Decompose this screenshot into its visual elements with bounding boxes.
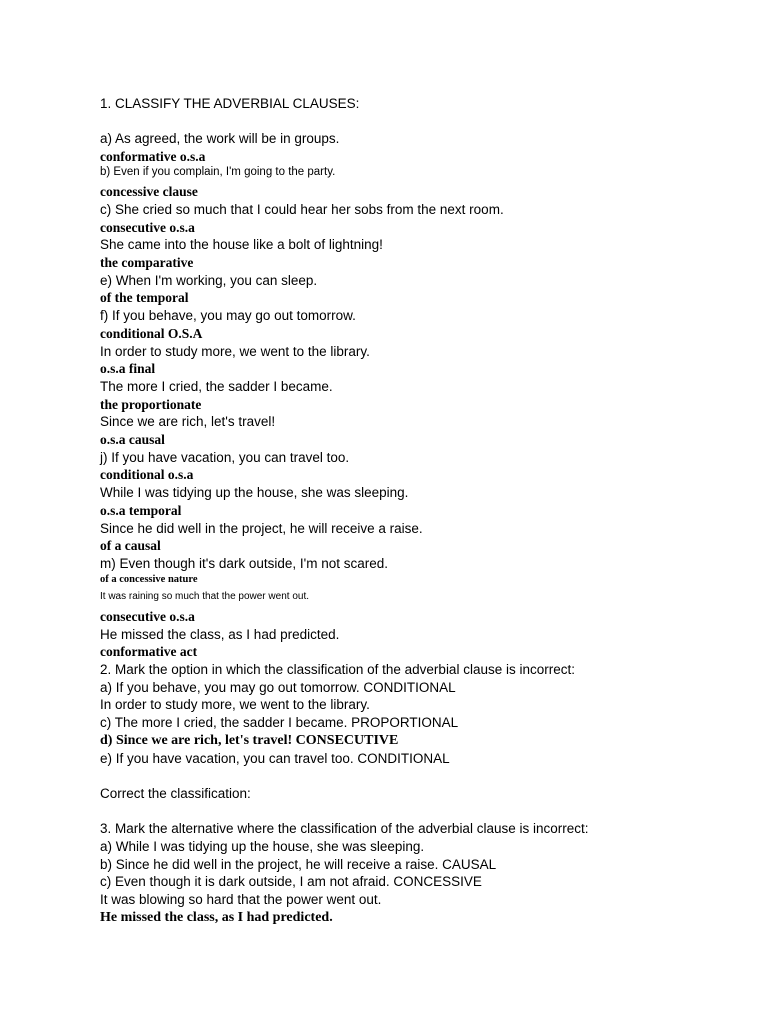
q1-answer-d: the comparative <box>100 255 194 270</box>
q1-sentence-o: He missed the class, as I had predicted. <box>100 627 340 642</box>
q1-answer-j: conditional o.s.a <box>100 467 194 482</box>
q1-answer-g: o.s.a final <box>100 361 156 376</box>
q3-option-a: a) While I was tidying up the house, she was sleeping. <box>100 839 425 854</box>
q3-prompt: 3. Mark the alternative where the classification of the adverbial clause is incorrect: <box>100 821 589 836</box>
q1-sentence-k: While I was tidying up the house, she was sleeping. <box>100 485 409 500</box>
q1-sentence-e: e) When I'm working, you can sleep. <box>100 273 318 288</box>
q2-prompt: 2. Mark the option in which the classification of the adverbial clause is incorrect: <box>100 662 575 677</box>
q2-option-a: a) If you behave, you may go out tomorrow. CONDITIONAL <box>100 680 456 695</box>
q1-answer-e: of the temporal <box>100 290 189 305</box>
q1-sentence-h: The more I cried, the sadder I became. <box>100 379 333 394</box>
q1-answer-i: o.s.a causal <box>100 432 165 447</box>
q1-answer-h: the proportionate <box>100 397 202 412</box>
q1-answer-k: o.s.a temporal <box>100 503 182 518</box>
q1-sentence-g: In order to study more, we went to the library. <box>100 344 370 359</box>
q1-answer-m: of a concessive nature <box>100 574 198 585</box>
q3-option-e: He missed the class, as I had predicted. <box>100 910 333 925</box>
q1-sentence-i: Since we are rich, let's travel! <box>100 414 276 429</box>
q1-sentence-c: c) She cried so much that I could hear her sobs from the next room. <box>100 202 504 217</box>
q2-option-c: c) The more I cried, the sadder I became. PROPORTIONAL <box>100 715 459 730</box>
q1-sentence-a: a) As agreed, the work will be in groups. <box>100 131 340 146</box>
q1-sentence-d: She came into the house like a bolt of lightning! <box>100 237 383 252</box>
q2-correct-label: Correct the classification: <box>100 786 251 801</box>
q1-answer-o: conformative act <box>100 644 198 659</box>
q1-answer-b: concessive clause <box>100 184 198 199</box>
q2-option-d: d) Since we are rich, let's travel! CONSECUTIVE <box>100 733 399 748</box>
q1-answer-n: consecutive o.s.a <box>100 609 195 624</box>
q1-answer-l: of a causal <box>100 538 161 553</box>
q2-option-e: e) If you have vacation, you can travel too. CONDITIONAL <box>100 751 450 766</box>
q2-option-b: In order to study more, we went to the library. <box>100 697 370 712</box>
q1-answer-c: consecutive o.s.a <box>100 220 195 235</box>
q1-answer-a: conformative o.s.a <box>100 149 206 164</box>
q1-sentence-m: m) Even though it's dark outside, I'm not scared. <box>100 556 389 571</box>
q1-sentence-b: b) Even if you complain, I'm going to the party. <box>100 166 336 178</box>
q3-option-c: c) Even though it is dark outside, I am not afraid. CONCESSIVE <box>100 874 482 889</box>
q1-sentence-n: It was raining so much that the power went out. <box>100 591 309 602</box>
q1-sentence-f: f) If you behave, you may go out tomorrow. <box>100 308 356 323</box>
q3-option-b: b) Since he did well in the project, he will receive a raise. CAUSAL <box>100 857 497 872</box>
q1-sentence-l: Since he did well in the project, he will receive a raise. <box>100 521 423 536</box>
section-heading: 1. CLASSIFY THE ADVERBIAL CLAUSES: <box>100 96 360 111</box>
q3-option-d: It was blowing so hard that the power went out. <box>100 892 382 907</box>
q1-sentence-j: j) If you have vacation, you can travel too. <box>100 450 350 465</box>
q1-answer-f: conditional O.S.A <box>100 326 203 341</box>
